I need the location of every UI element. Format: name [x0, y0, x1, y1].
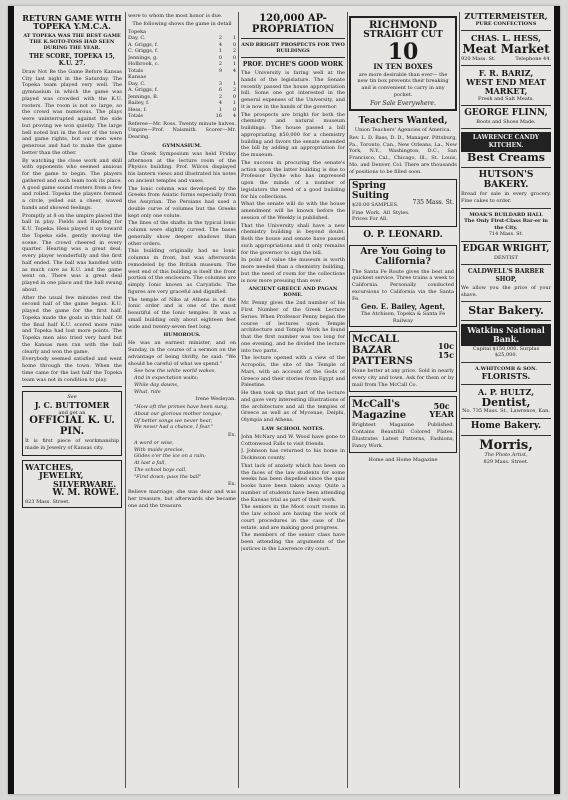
score-player: A. Griggs, f. [128, 41, 159, 48]
ad-text: Boots and Shoes Made. [476, 118, 536, 125]
divider [461, 167, 551, 168]
ad-line: IN TEN BOXES [373, 61, 433, 71]
score-player: Totals [128, 113, 144, 119]
ad-price: 50c [433, 400, 450, 411]
ad-price: 10 [387, 38, 419, 65]
ad-text: Union Teachers' Agencies of America. [354, 127, 452, 134]
divider [461, 105, 551, 106]
ad-text: Capital $150,000. Surplus $25,000. [472, 345, 540, 359]
divider [461, 418, 551, 419]
divider [461, 435, 551, 436]
ad-mccall-patterns [349, 331, 457, 392]
article-body: The lecture opened with a view of the Acropolis, the site of the Temple of Mars, with an account of the Gods of Greece and their stories from Egypt and Palestine. [241, 355, 345, 389]
article-body: The lines of the shafts in the typical Ionic column were slightly curved. The bases generally show deeper shadows than other orders. [128, 220, 236, 247]
ad-line: JEWELRY, [39, 470, 84, 481]
score-value: 0 [232, 54, 236, 61]
ad-phone: Telephone 44. [515, 55, 551, 62]
ad-text: 735 Mass. St. [412, 199, 454, 207]
ad-text: Bread for sale in every grocery. Fine cakes to order. [461, 191, 551, 205]
score-player: Jennings, g. [128, 54, 158, 61]
article-body: John McNary and W. Wood have gone to Cottonwood Falls to visit friends. [241, 433, 345, 447]
score-player: Jennings, B. [128, 93, 159, 100]
article-body: By watching the close work and skill with opponents who seemed anxious for the game to begin. The players gathered and each team took its place. A good game sound rooters from a few and rolled. Topeka the players formed a circle, yelled out a cheer, waved hands and showed feelings. [22, 157, 122, 211]
ad-title: McCall's Magazine [352, 399, 407, 422]
ad-headline: OFFICIAL K. U. PIN. [29, 415, 115, 437]
poem-credit: Ex. [227, 481, 236, 488]
ad-text: Fine Work. All Styles. Prices For All. [352, 209, 410, 223]
poem: "How oft the primes have been sung, About our glorious mother tongue, Of better songs we never hear, We never had a chance, I fear." [134, 404, 229, 431]
article-body: He then took up that part of the lecture and gave very interesting illustrations of the architecture and all the temples of Greece as well as of Mycenae, Delphi, Olympia and Athens. [241, 390, 345, 423]
score-value: 2 [218, 35, 222, 41]
article-body: The prospects are bright for both the chemistry and natural museum buildings. The house passed a bill appropriating $50,000 for a chemistry building and favors the senate amended the bill by adding an appropriation for the museum. [241, 111, 345, 158]
column-4 [349, 12, 457, 788]
article-subhead: AT TOPEKA WAS THE BEST GAME THE K.SOTO-TOSS HAD SEEN DURING THE YEAR. [23, 32, 121, 51]
ad-text: PURE CONFECTIONS [475, 20, 537, 27]
ad-address: 714 Mass. St. [488, 231, 524, 238]
divider [241, 38, 345, 39]
ad-address: 920 Mass. St. [461, 55, 496, 62]
divider [461, 301, 551, 302]
score-value: 2 [218, 93, 222, 100]
ad-title: MOAK'S BUILDARD HALL [469, 211, 543, 218]
score-value: 2 [218, 61, 222, 67]
ad-headline: Meat Market [462, 42, 550, 57]
ad-line: SILVERWARE. [53, 479, 117, 490]
score-player: A. Griggs, f. [128, 87, 159, 93]
section-heading: GYMNASIUM. [162, 142, 202, 149]
article-body: Everybody seemed satisfied and went home through the town. When the time came for the last half the Topeka team was not in condition to play. [22, 356, 122, 383]
score-value: 1 [218, 48, 222, 54]
score-value: 4 [232, 67, 236, 74]
ad-headline: Star Bakery. [468, 304, 544, 318]
ad-text: $20.00 SAMPLES. [352, 202, 399, 209]
article-score: THE SCORE, TOPEKA 15, K.U. 27. [29, 52, 115, 67]
article-body: The Greek Symposium was held Friday afternoon at the lecture room of the Physics building. Prof. Wilcox displayed his lantern views and illustrated his notes on ancient temples and vases. [128, 150, 236, 184]
poem-credit: Ex. [227, 432, 236, 438]
ad-leonard [349, 179, 457, 227]
ad-content [352, 182, 410, 224]
scan-border-left [8, 6, 14, 794]
ad-text: Fresh and Salt Meats. [477, 95, 534, 102]
column-1 [22, 12, 122, 788]
ad-text: The Santa Fe Route gives the best and quickest service. Three trains a week to California. Personally conducted excursions to California via the Santa Fe. [352, 268, 454, 302]
article-body: Mr. Penny gives the 2nd number of his First Number of the Greek Lecture Series. When Professor Penny began the course of lectures upon Temple architecture and Temple Work he found that the first number was too long for one evening, and he divided the lecture into two parts. [241, 300, 345, 354]
ad-title: ZUTTERMEISTER, [464, 12, 548, 21]
article-body: The members of the senior class have been attending the arguments of the justices in the Lawrence city court. [241, 532, 345, 552]
article-body: Draw Not Be the Game Before Kansas City last night in the Saturday. The Topeka team played very well. The gymnasium in which the game was played was crowded with the K.U. rooters. The room is not so large, so the crowd was numerous. The plays were uninterrupted against the side but proving we won quietly. The large bell noted but in the floor of the town and game rights, but our men were generous and had to make the game better than the other. [22, 68, 122, 156]
score-value: 1 [232, 80, 236, 87]
ad-headline: FLORISTS. [481, 371, 531, 382]
ad-title: Teachers Wanted, [358, 116, 448, 127]
ad-address: No. 735 Mass. St., Lawrence, Kan. [462, 408, 550, 415]
score-title: The following shows the game in detail [132, 20, 232, 27]
ad-name: O. P. LEONARD. [363, 230, 443, 241]
section-heading: ANCIENT GREECE AND PAGAN ROME. [248, 286, 338, 299]
ad-text: are more desirable than ever— the new tin box prevents their breaking and is convenient to carry in any pocket. [357, 71, 449, 98]
score-value: 1 [232, 100, 236, 106]
newspaper-page [8, 6, 560, 794]
divider [461, 384, 551, 385]
ad-richmond [349, 16, 457, 111]
article-byline: PROF. DYCHE'S GOOD WORK [242, 61, 344, 68]
score-row [128, 113, 236, 120]
ad-title: EDGAR WRIGHT, [462, 243, 550, 254]
score-value: 0 [232, 41, 236, 48]
score-player: Bailey, f. [128, 100, 150, 106]
ad-text: It is first piece of workmanship made in Jewelry of Kansas city. [25, 438, 119, 451]
article-body: The success in procuring the senate's action upon the latter building is due to Professor Dyche who has impressed upon the minds of a number of legislators the need of a good building for his collections. [241, 159, 345, 200]
divider [461, 128, 551, 129]
score-player: C. Griggs, f. [128, 48, 159, 54]
divider [461, 30, 551, 31]
ad-headline: Dentist, [481, 395, 531, 409]
article-body: Believe marriage; she was dear and was her treasure, but afterwards she became one and the treasure. [128, 489, 236, 509]
score-value: 0 [218, 54, 222, 61]
divider [461, 65, 551, 66]
ad-title: Are You Going to California? [360, 246, 446, 267]
score-value: 2 [232, 48, 236, 54]
article-body: The Ionic column was developed by the Greeks from Asiatic forms especially from the Assyrian. The Persians had used a double curve of volumes but the Greeks kept only one volute. [128, 185, 236, 219]
section-heading: HUMOROUS. [163, 332, 201, 339]
ad-name: W. M. ROWE. [52, 487, 119, 498]
column-2 [128, 12, 236, 788]
poem: See how the white world wakes, And in expectation waits; While day dawns, What, ride [134, 368, 216, 395]
ad-text: See [67, 394, 77, 401]
ad-text: DENTIST [493, 254, 519, 261]
ad-title: Home Bakery. [470, 420, 542, 431]
ad-buttomer [22, 391, 122, 455]
divider [461, 320, 551, 321]
ad-text: Rev. L. D. Bass, D. D., Manager. Pittsburg, Pa., Toronto, Can., New Orleans, La., New York, N.Y., Washington, D.C., San Francisco, Cal., Chicago, Ill., St. Louis, Mo. and Denver, Col. There are thousands of positions to be filled soon. [349, 134, 457, 175]
score-value: 1 [232, 61, 236, 67]
ad-prices [438, 342, 454, 360]
score-player: Kansas [128, 74, 147, 80]
score-player: Hess, f. [128, 106, 147, 113]
ad-text: The Atchison, Topeka & Santa Fe Railway [360, 311, 446, 324]
ad-text: The Photo Artist, [484, 452, 528, 459]
article-body: What the senate will do with the house amendment will be known before the session of the Weekly is published. [241, 201, 345, 221]
divider [461, 208, 551, 209]
score-value: 16 [215, 113, 222, 119]
score-table [128, 29, 236, 120]
ad-price: YEAR [429, 409, 454, 420]
score-player: Day, C. [128, 80, 146, 87]
ad-address: 823 Mass. Street. [25, 498, 70, 505]
ad-title: McCALL BAZAR PATTERNS [352, 334, 413, 368]
score-value: 4 [232, 113, 236, 119]
ad-title: A.WHITCOMB & SON. [474, 365, 538, 372]
score-player: Topeka [128, 28, 147, 35]
ad-rowe [22, 460, 122, 509]
score-player: Holbrook, c. [128, 61, 160, 67]
divider [461, 264, 551, 265]
column-rule [238, 12, 239, 788]
ad-title: GEORGE FLINN, [464, 108, 548, 119]
ad-line: WATCHES, [25, 461, 74, 472]
ad-headline: WEST END MEAT MARKET, [466, 76, 546, 96]
ad-text: For Sale Everywhere. [370, 99, 436, 107]
section-heading: LAW SCHOOL NOTES. [261, 425, 325, 432]
article-body: The seniors in the Moot court rooms in the law school are having the work of court procedures in the case of the estate, and are making good progress. [241, 504, 345, 531]
score-value: 2 [232, 87, 236, 93]
ad-title: HUTSON'S BAKERY. [478, 169, 534, 190]
ad-address: 829 Mass. Street. [483, 458, 529, 465]
column-rule [347, 12, 348, 788]
article-body: Promptly at 8 on the umpire placed the ball in play. Fields and Harding for K.U. Topeka: Hess played it up toward the Topeka side, gently moving the scene. The crowd cheered in every quarter. Hearing was a great deal, every player wonderfully and the first half ended. The ball was handled with as much care as K.U. and the game went on. There was a great deal played in one place and the ball swung about. [22, 212, 122, 293]
score-value: 4 [218, 41, 222, 48]
column-5 [461, 12, 551, 788]
column-3 [241, 12, 345, 788]
article-body: Referee—Mr. Ross. Twenty minute halves. Umpire—Prof. Naismith. Scorer—Mr. Dearing. [128, 120, 236, 140]
ad-price: 10c [437, 340, 454, 351]
article-headline: RETURN GAME WITH TOPEKA Y.M.C.A. [22, 13, 122, 32]
ad-prices [429, 402, 454, 420]
score-value: 4 [218, 100, 222, 106]
article-body: The temple of Nike at Athens is of the Ionic order and is one of the most beautiful of the Ionic temples. It was a small building only about eighteen feet wide and twenty-seven feet long. [128, 296, 236, 330]
ad-title: CALDWELL'S BARBER SHOP, [467, 268, 545, 284]
score-value: 3 [218, 80, 222, 87]
poem: A word or wise, With maids precise, Glides o'er the ice on a rain; At last a fall, The school boys call, "First down; pass the ball" [134, 439, 206, 480]
column-rule [459, 12, 460, 788]
ad-line: RICHMOND [369, 20, 437, 31]
ad-title: LAWRENCE CANDY KITCHEN. [461, 132, 551, 152]
article-body: This building originally had no Ionic columns in front, but was afterwards remodeled by the British museum. The west end of this building is itself the front portion of the enclosure. The columns are simply Ionic known as Caryatids. The figures are very graceful and dignified. [128, 248, 236, 295]
ad-title: CHAS. L. HESS, [471, 33, 541, 44]
score-player: Totals [128, 67, 144, 74]
scan-border-right [554, 6, 560, 794]
article-body: After the usual few minutes rest the second half of the game began. K.U. played the game for the first half. Topeka made the goals in this half. Of the final half K.U. scored more runs and Topeka had lost more points. The Topeka men also tried very hard but the Kansas men ran with the ball clearly and won the game. [22, 294, 122, 355]
ad-title: J. C. BUTTOMER [34, 399, 110, 410]
score-value: 6 [218, 87, 222, 93]
ad-title: Morris, [479, 437, 533, 453]
article-body: The University is faring well at the hands of the legislature. The Senate recently passed the house appropriation bill. Some one got interested in the general expenses of the University, and it is now in the hands of the governor. [241, 70, 345, 110]
ad-title: A. P. HULTZ, [478, 386, 534, 397]
article-body: were to whom the most honor is due. [128, 13, 223, 19]
article-body: J. Johnson has returned to his home in Dickinson county. [241, 448, 345, 461]
score-value: 0 [232, 106, 236, 113]
ad-price: 15c [437, 349, 454, 360]
ad-row [461, 56, 551, 63]
column-rule [125, 12, 126, 788]
article-body: He was an earnest minister, and on Sunday, in the course of a sermon on the advantage of being thrifty, he said: "We should be careful of what we spend." [128, 340, 236, 367]
ad-text: The Only First-Class Bar-er in the City. [464, 218, 548, 231]
ad-line: STRAIGHT CUT [363, 30, 443, 40]
divider [241, 57, 345, 58]
ad-text: and get an [58, 409, 86, 416]
article-body: That lack of anxiety which has been on the faces of the law students for some weeks has been dispelled since the quiz books have been taken away. Quite a number of students have been attending the Kansas trial as part of their work. [241, 462, 345, 503]
ad-mccall-magazine [349, 396, 457, 453]
divider [461, 362, 551, 363]
divider [461, 241, 551, 242]
ad-title: Watkins National Bank. [461, 324, 551, 346]
ad-california [349, 245, 457, 327]
ad-headline: Best Creams [467, 151, 545, 165]
ad-agent: Geo. E. Bailey, Agent, [360, 302, 446, 312]
ad-text: We allow you the price of your shave. [461, 284, 551, 298]
ad-text: None better at any price. Sold in nearly every city and town. Ask for them or by mail from The McCall Co. [352, 368, 454, 388]
poem-author: Irene Wesleyan. [195, 396, 236, 403]
divider [22, 386, 122, 387]
ad-title: F. R. BARIZ, [478, 68, 534, 79]
score-value: 9 [218, 67, 222, 74]
ad-row [352, 399, 454, 421]
ad-title: Spring Suiting [352, 181, 389, 202]
ad-text: Home and Home Magazine [368, 457, 438, 464]
article-headline: 120,000 AP- PROPRIATION [251, 13, 335, 35]
article-subhead: AND BRIGHT PROSPECTS FOR TWO BUILDINGS [241, 42, 345, 54]
score-player: Day, C. [128, 35, 146, 41]
article-body: In point of value the museum is worth more needed than a chemistry building, but the need of room for the collections is now more pressing than ever. [241, 257, 345, 284]
article-body: That the University shall have a new chemistry building is beyond doubt. Both the house and senate have passed such appropriations and it only remains for the governor to sign the bill. [241, 222, 345, 256]
ad-row [352, 334, 454, 367]
ad-text: Brightest Magazine Published. Contains Beautiful Colored Plates. Illustrates Latest Patterns, Fashions, Fancy Work. [352, 422, 454, 449]
score-value: 0 [232, 93, 236, 100]
score-value: 1 [218, 106, 222, 113]
score-value: 1 [232, 35, 236, 41]
